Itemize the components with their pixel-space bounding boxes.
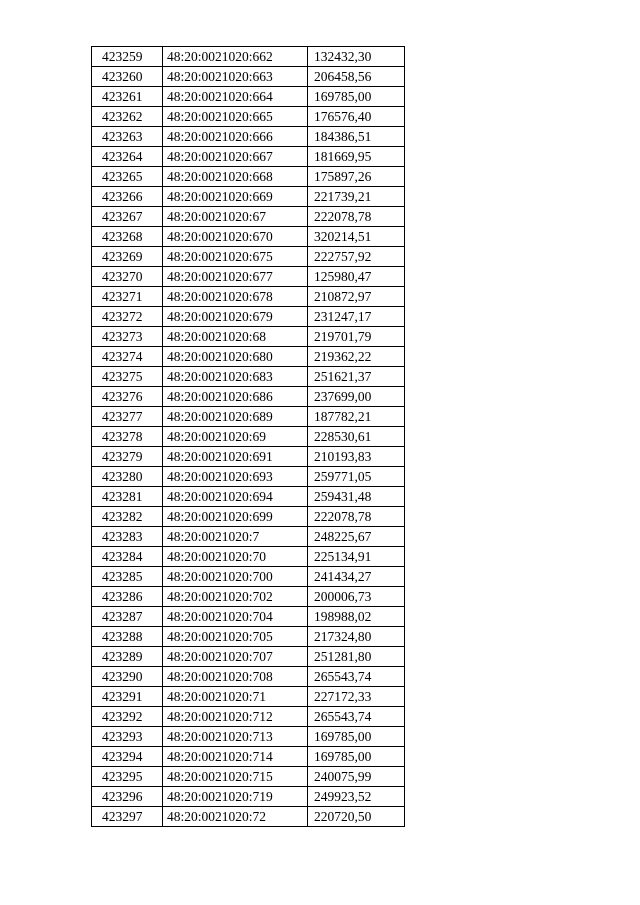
cadastral-number-cell: 48:20:0021020:715 [163,767,308,787]
row-number-cell: 423283 [92,527,163,547]
row-number-cell: 423292 [92,707,163,727]
value-cell: 176576,40 [308,107,405,127]
table-row [92,147,405,167]
value-cell: 320214,51 [308,227,405,247]
value-cell: 125980,47 [308,267,405,287]
cadastral-number-cell: 48:20:0021020:712 [163,707,308,727]
cadastral-number-cell: 48:20:0021020:70 [163,547,308,567]
registry-table [91,46,405,827]
row-number-cell: 423269 [92,247,163,267]
value-cell: 169785,00 [308,87,405,107]
table-row [92,747,405,767]
cadastral-number-cell: 48:20:0021020:702 [163,587,308,607]
cadastral-number-cell: 48:20:0021020:707 [163,647,308,667]
value-cell: 181669,95 [308,147,405,167]
table-row [92,547,405,567]
cadastral-number-cell: 48:20:0021020:714 [163,747,308,767]
row-number-cell: 423267 [92,207,163,227]
cadastral-number-cell: 48:20:0021020:68 [163,327,308,347]
value-cell: 187782,21 [308,407,405,427]
value-cell: 221739,21 [308,187,405,207]
cadastral-number-cell: 48:20:0021020:677 [163,267,308,287]
cadastral-number-cell: 48:20:0021020:679 [163,307,308,327]
row-number-cell: 423286 [92,587,163,607]
cadastral-number-cell: 48:20:0021020:713 [163,727,308,747]
cadastral-number-cell: 48:20:0021020:665 [163,107,308,127]
row-number-cell: 423291 [92,687,163,707]
row-number-cell: 423277 [92,407,163,427]
value-cell: 217324,80 [308,627,405,647]
row-number-cell: 423263 [92,127,163,147]
row-number-cell: 423280 [92,467,163,487]
table-row [92,47,405,67]
table-row [92,787,405,807]
table-row [92,767,405,787]
cadastral-number-cell: 48:20:0021020:675 [163,247,308,267]
table-row [92,107,405,127]
cadastral-number-cell: 48:20:0021020:668 [163,167,308,187]
cadastral-number-cell: 48:20:0021020:694 [163,487,308,507]
cadastral-number-cell: 48:20:0021020:680 [163,347,308,367]
cadastral-number-cell: 48:20:0021020:670 [163,227,308,247]
value-cell: 200006,73 [308,587,405,607]
table-row [92,367,405,387]
cadastral-number-cell: 48:20:0021020:678 [163,287,308,307]
value-cell: 198988,02 [308,607,405,627]
cadastral-number-cell: 48:20:0021020:663 [163,67,308,87]
value-cell: 259771,05 [308,467,405,487]
value-cell: 219701,79 [308,327,405,347]
cadastral-number-cell: 48:20:0021020:705 [163,627,308,647]
row-number-cell: 423289 [92,647,163,667]
table-row [92,347,405,367]
value-cell: 169785,00 [308,727,405,747]
value-cell: 225134,91 [308,547,405,567]
value-cell: 175897,26 [308,167,405,187]
cadastral-number-cell: 48:20:0021020:67 [163,207,308,227]
table-row [92,227,405,247]
value-cell: 265543,74 [308,667,405,687]
table-row [92,127,405,147]
table-row [92,727,405,747]
row-number-cell: 423279 [92,447,163,467]
row-number-cell: 423274 [92,347,163,367]
value-cell: 240075,99 [308,767,405,787]
row-number-cell: 423285 [92,567,163,587]
table-row [92,807,405,827]
row-number-cell: 423276 [92,387,163,407]
table-row [92,527,405,547]
table-row [92,207,405,227]
table-row [92,307,405,327]
cadastral-number-cell: 48:20:0021020:662 [163,47,308,67]
value-cell: 132432,30 [308,47,405,67]
table-row [92,167,405,187]
cadastral-number-cell: 48:20:0021020:699 [163,507,308,527]
cadastral-number-cell: 48:20:0021020:669 [163,187,308,207]
table-row [92,327,405,347]
registry-table-body [92,47,405,827]
table-row [92,407,405,427]
cadastral-number-cell: 48:20:0021020:700 [163,567,308,587]
cadastral-number-cell: 48:20:0021020:667 [163,147,308,167]
row-number-cell: 423297 [92,807,163,827]
cadastral-number-cell: 48:20:0021020:72 [163,807,308,827]
row-number-cell: 423284 [92,547,163,567]
table-row [92,447,405,467]
value-cell: 231247,17 [308,307,405,327]
value-cell: 184386,51 [308,127,405,147]
row-number-cell: 423290 [92,667,163,687]
table-row [92,647,405,667]
value-cell: 222078,78 [308,507,405,527]
row-number-cell: 423278 [92,427,163,447]
cadastral-number-cell: 48:20:0021020:693 [163,467,308,487]
table-row [92,467,405,487]
table-row [92,187,405,207]
cadastral-number-cell: 48:20:0021020:689 [163,407,308,427]
table-row [92,67,405,87]
row-number-cell: 423293 [92,727,163,747]
table-row [92,707,405,727]
value-cell: 222757,92 [308,247,405,267]
row-number-cell: 423273 [92,327,163,347]
table-row [92,87,405,107]
value-cell: 248225,67 [308,527,405,547]
row-number-cell: 423272 [92,307,163,327]
row-number-cell: 423268 [92,227,163,247]
table-row [92,667,405,687]
row-number-cell: 423262 [92,107,163,127]
table-row [92,687,405,707]
table-row [92,507,405,527]
value-cell: 169785,00 [308,747,405,767]
cadastral-number-cell: 48:20:0021020:683 [163,367,308,387]
value-cell: 259431,48 [308,487,405,507]
row-number-cell: 423287 [92,607,163,627]
table-row [92,487,405,507]
value-cell: 237699,00 [308,387,405,407]
table-row [92,567,405,587]
row-number-cell: 423282 [92,507,163,527]
value-cell: 206458,56 [308,67,405,87]
value-cell: 210872,97 [308,287,405,307]
table-row [92,387,405,407]
row-number-cell: 423295 [92,767,163,787]
cadastral-number-cell: 48:20:0021020:664 [163,87,308,107]
table-row [92,287,405,307]
row-number-cell: 423259 [92,47,163,67]
row-number-cell: 423266 [92,187,163,207]
table-row [92,267,405,287]
value-cell: 249923,52 [308,787,405,807]
table-row [92,587,405,607]
row-number-cell: 423296 [92,787,163,807]
row-number-cell: 423270 [92,267,163,287]
table-row [92,427,405,447]
row-number-cell: 423261 [92,87,163,107]
row-number-cell: 423275 [92,367,163,387]
cadastral-number-cell: 48:20:0021020:7 [163,527,308,547]
cadastral-number-cell: 48:20:0021020:71 [163,687,308,707]
value-cell: 227172,33 [308,687,405,707]
cadastral-number-cell: 48:20:0021020:69 [163,427,308,447]
row-number-cell: 423288 [92,627,163,647]
cadastral-number-cell: 48:20:0021020:686 [163,387,308,407]
table-row [92,627,405,647]
row-number-cell: 423271 [92,287,163,307]
value-cell: 265543,74 [308,707,405,727]
row-number-cell: 423260 [92,67,163,87]
cadastral-number-cell: 48:20:0021020:666 [163,127,308,147]
value-cell: 228530,61 [308,427,405,447]
value-cell: 241434,27 [308,567,405,587]
row-number-cell: 423281 [92,487,163,507]
row-number-cell: 423265 [92,167,163,187]
value-cell: 251281,80 [308,647,405,667]
table-row [92,607,405,627]
cadastral-number-cell: 48:20:0021020:704 [163,607,308,627]
value-cell: 222078,78 [308,207,405,227]
value-cell: 210193,83 [308,447,405,467]
row-number-cell: 423294 [92,747,163,767]
value-cell: 219362,22 [308,347,405,367]
value-cell: 251621,37 [308,367,405,387]
row-number-cell: 423264 [92,147,163,167]
cadastral-number-cell: 48:20:0021020:691 [163,447,308,467]
cadastral-number-cell: 48:20:0021020:719 [163,787,308,807]
cadastral-number-cell: 48:20:0021020:708 [163,667,308,687]
value-cell: 220720,50 [308,807,405,827]
table-row [92,247,405,267]
